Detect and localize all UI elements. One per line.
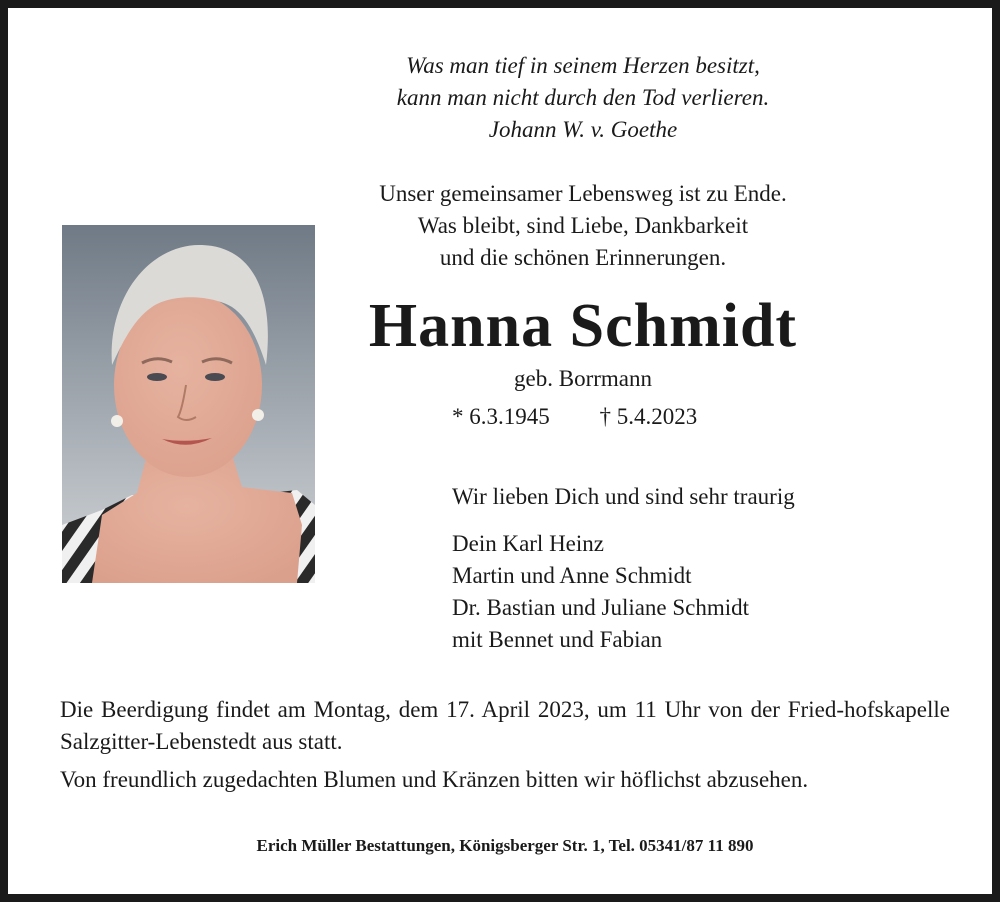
mourner: Dr. Bastian und Juliane Schmidt [452,595,750,620]
quote-author: Johann W. v. Goethe [488,117,678,142]
intro-line-3: und die schönen Erinnerungen. [439,245,727,270]
portrait-image [62,225,315,583]
mourner: Dein Karl Heinz [452,531,604,556]
goethe-quote [258,50,908,146]
mourner: mit Bennet und Fabian [452,627,663,652]
death-date: † 5.4.2023 [599,404,698,429]
intro-text [258,178,908,274]
flowers-request: Von freundlich zugedachten Blumen und Kränzen bitten wir höflichst abzusehen. [60,767,809,792]
funeral-details: Die Beerdigung findet am Montag, dem 17. April 2023, um 11 Uhr von der Fried-hofskapelle Salzgitter-Lebenstedt aus statt. [60,697,950,754]
mourners-list [452,528,749,656]
life-dates [452,402,697,432]
intro-line-2: Was bleibt, sind Liebe, Dankbarkeit [417,213,749,238]
maiden-name: geb. Borrmann [514,366,652,391]
portrait-photo [62,225,315,583]
funeral-info [60,694,950,796]
funeral-home-info: Erich Müller Bestattungen, Königsberger Str. 1, Tel. 05341/87 11 890 [256,836,754,855]
farewell-line: Wir lieben Dich und sind sehr traurig [452,484,795,509]
mourner: Martin und Anne Schmidt [452,563,692,588]
quote-line-2: kann man nicht durch den Tod verlieren. [396,85,770,110]
birth-date: * 6.3.1945 [452,404,550,429]
intro-line-1: Unser gemeinsamer Lebensweg ist zu Ende. [379,181,787,206]
deceased-name: Hanna Schmidt [368,292,798,360]
quote-line-1: Was man tief in seinem Herzen besitzt, [406,53,760,78]
